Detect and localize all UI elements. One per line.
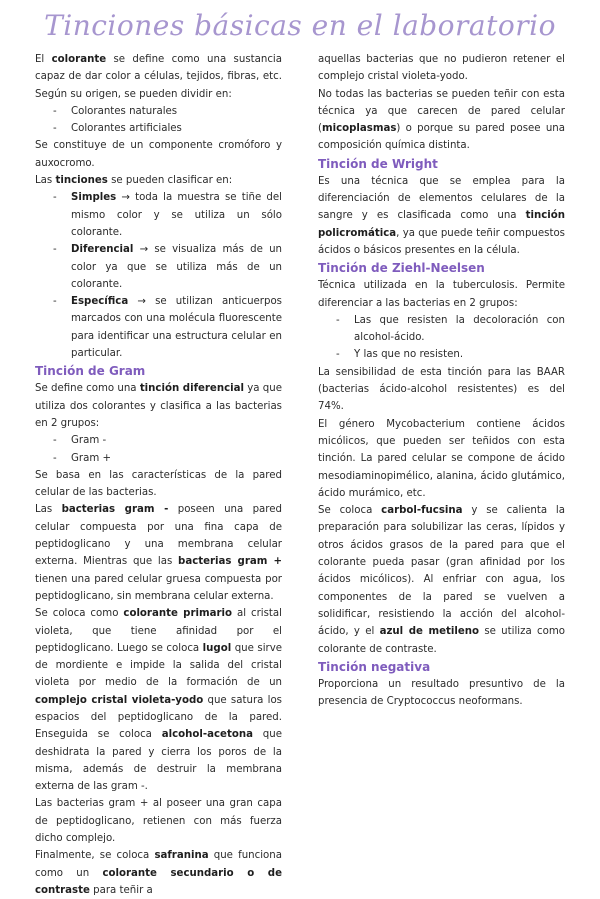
- gram-procedure: Se coloca como colorante primario al cristal violeta, que tiene afinidad por el peptidoglicano. Luego se coloca lugol que sirve de mordiente e impide la salida del cristal violeta por medio de la formación de un complejo cristal violeta-yodo que satura los espacios del peptidoglicano de la pared. Enseguida se coloca alcohol-acetona que deshidrata la pared y cierra los poros de la misma, además de destruir la membrana externa de las gram -.: [35, 608, 283, 793]
- origin-list: [35, 103, 282, 138]
- colorante-paragraph: El colorante se define como una sustancia capaz de dar color a células, tejidos, fibras, etc. Según su origen, se pueden dividir en:: [35, 54, 282, 100]
- gram-final-paragraph: Finalmente, se coloca safranina que funciona como un colorante secundario o de contraste para teñir a: [35, 850, 283, 896]
- list-item: - Diferencial → se visualiza más de un color ya que se utiliza más de un colorante.: [53, 241, 282, 293]
- right-column: [318, 51, 565, 710]
- zn-procedure: Se coloca carbol-fucsina y se calienta la preparación para solubilizar las ceras, lípidos y otros ácidos grasos de la pared para que el colorante pueda pasar (gran afinidad por los ácidos micólicos). Al enfriar con agua, los componentes de la pared se vuelven a solidificar, resistiendo la acción del alcohol-ácido, y el azul de metileno se utiliza como colorante de contraste.: [318, 505, 565, 655]
- tinciones-paragraph: Las tinciones se pueden clasificar en:: [35, 175, 233, 187]
- list-item: - Y las que no resisten.: [336, 346, 565, 363]
- zn-groups-list: [318, 312, 565, 364]
- list-item: - Gram -: [53, 432, 282, 449]
- page-title: Tinciones básicas en el laboratorio: [44, 9, 556, 42]
- stain-types-list: [35, 189, 282, 362]
- wright-paragraph: Es una técnica que se emplea para la diferenciación de elementos celulares de la sangre y es clasificada como una tinción policromática, ya que puede teñir compuestos ácidos o básicos presentes en la célula.: [318, 175, 565, 256]
- list-item: - Las que resisten la decoloración con alcohol-ácido.: [336, 312, 565, 347]
- negative-stain-paragraph: Proporciona un resultado presuntivo de la presencia de Cryptococcus neoformans.: [318, 678, 565, 708]
- gram-continuation: aquellas bacterias que no pudieron retener el complejo cristal violeta-yodo.: [318, 54, 565, 83]
- left-column: [35, 51, 282, 899]
- gram-wall-paragraph: Las bacterias gram - poseen una pared celular compuesta por una fina capa de peptidoglicano y una membrana celular externa. Mientras que las bacterias gram + tienen una pared celular gruesa compuesta por peptidoglicano, sin membrana celular externa.: [35, 504, 282, 602]
- cromoforo-paragraph: Se constituye de un componente cromóforo y auxocromo.: [35, 140, 282, 169]
- zn-mycobacterium: El género Mycobacterium contiene ácidos micólicos, que pueden ser teñidos con esta tinción. La pared celular se compone de ácido mesodiaminopimélico, alanina, ácido glutámico, ácido murámico, etc.: [318, 418, 565, 499]
- negative-stain-heading: Tinción negativa: [318, 659, 431, 674]
- list-item: - Gram +: [53, 450, 282, 467]
- gram-heading: Tinción de Gram: [35, 364, 146, 379]
- zn-sensitivity: La sensibilidad de esta tinción para las BAAR (bacterias ácido-alcohol resistentes) es del 74%.: [318, 366, 565, 413]
- list-item: - Específica → se utilizan anticuerpos marcados con una molécula fluorescente para identificar una estructura celular en particular.: [53, 293, 282, 362]
- ziehl-neelsen-heading: Tinción de Ziehl-Neelsen: [318, 261, 485, 276]
- wright-heading: Tinción de Wright: [318, 156, 438, 171]
- gram-groups-list: [35, 432, 282, 467]
- list-item: - Colorantes artificiales: [53, 120, 282, 137]
- gram-definition: Se define como una tinción diferencial ya que utiliza dos colorantes y clasifica a las bacterias en 2 grupos:: [35, 383, 282, 429]
- gram-basis: Se basa en las características de la pared celular de las bacterias.: [35, 469, 282, 499]
- gram-positive-paragraph: Las bacterias gram + al poseer una gran capa de peptidoglicano, retienen con más fuerza dicho complejo.: [35, 798, 282, 845]
- micoplasmas-paragraph: No todas las bacterias se pueden teñir con esta técnica ya que carecen de pared celular (micoplasmas) o porque su pared posee una composición química distinta.: [318, 88, 565, 152]
- list-item: - Simples → toda la muestra se tiñe del mismo color y se utiliza un sólo colorante.: [53, 189, 282, 241]
- zn-intro: Técnica utilizada en la tuberculosis. Permite diferenciar a las bacterias en 2 grupos:: [318, 280, 565, 309]
- list-item: - Colorantes naturales: [53, 103, 282, 120]
